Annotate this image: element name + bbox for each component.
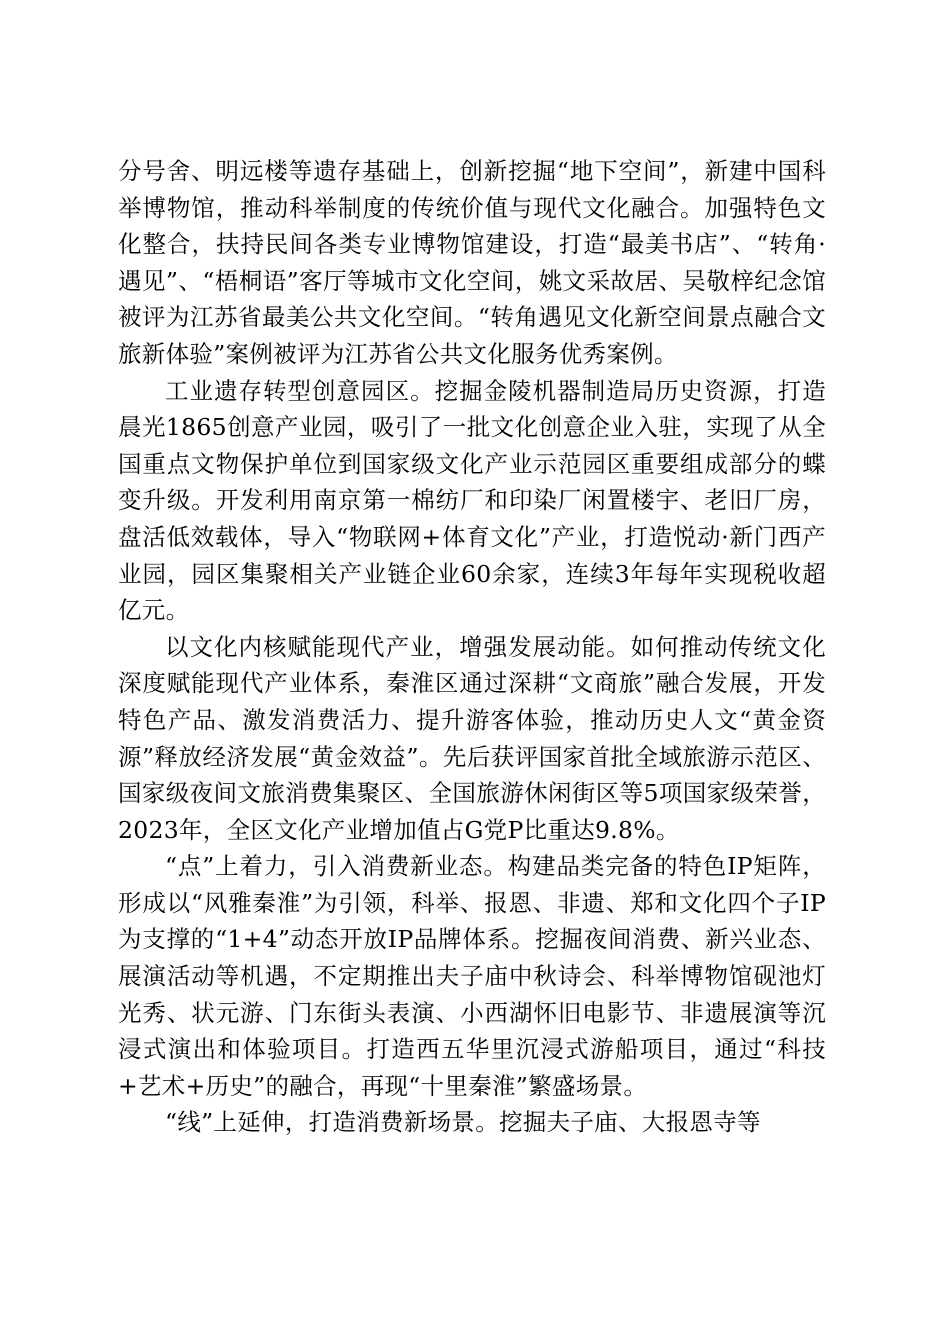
- paragraph-industrial-parks: 工业遗存转型创意园区。挖掘金陵机器制造局历史资源，打造晨光1865创意产业园，吸引了一批文化创意企业入驻，实现了从全国重点文物保护单位到国家级文化产业示范园区重要组成部分的蝶变升级。开发利用南京第一棉纺厂和印染厂闲置楼宇、老旧厂房，盘活低效载体，导入“物联网+体育文化”产业，打造悦动·新门西产业园，园区集聚相关产业链企业60余家，连续3年每年实现税收超亿元。: [118, 376, 826, 625]
- paragraph-point-consumption: “点”上着力，引入消费新业态。构建品类完备的特色IP矩阵，形成以“风雅秦淮”为引领，科举、报恩、非遗、郑和文化四个子IP为支撑的“1+4”动态开放IP品牌体系。挖掘夜间消费、新兴业态、展演活动等机遇，不定期推出夫子庙中秋诗会、科举博物馆砚池灯光秀、状元游、门东街头表演、小西湖怀旧电影节、非遗展演等沉浸式演出和体验项目。打造西五华里沉浸式游船项目，通过“科技+艺术+历史”的融合，再现“十里秦淮”繁盛场景。: [118, 852, 826, 1100]
- paragraph-cultural-empowerment: 以文化内核赋能现代产业，增强发展动能。如何推动传统文化深度赋能现代产业体系，秦淮区通过深耕“文商旅”融合发展，开发特色产品、激发消费活力、提升游客体验，推动历史人文“黄金资源”释放经济发展“黄金效益”。先后获评国家首批全域旅游示范区、国家级夜间文旅消费集聚区、全国旅游休闲街区等5项国家级荣誉，2023年，全区文化产业增加值占G党P比重达9.8%。: [118, 632, 826, 844]
- paragraph-line-consumption: “线”上延伸，打造消费新场景。挖掘夫子庙、大报恩寺等: [165, 1108, 761, 1137]
- paragraph-heritage-spaces: 分号舍、明远楼等遗存基础上，创新挖掘“地下空间”，新建中国科举博物馆，推动科举制度的传统价值与现代文化融合。加强特色文化整合，扶持民间各类专业博物馆建设，打造“最美书店”、“转角·遇见”、“梧桐语”客厅等城市文化空间，姚文采故居、吴敬梓纪念馆被评为江苏省最美公共文化空间。“转角遇见文化新空间景点融合文旅新体验”案例被评为江苏省公共文化服务优秀案例。: [118, 157, 826, 368]
- body-text: [118, 153, 826, 1141]
